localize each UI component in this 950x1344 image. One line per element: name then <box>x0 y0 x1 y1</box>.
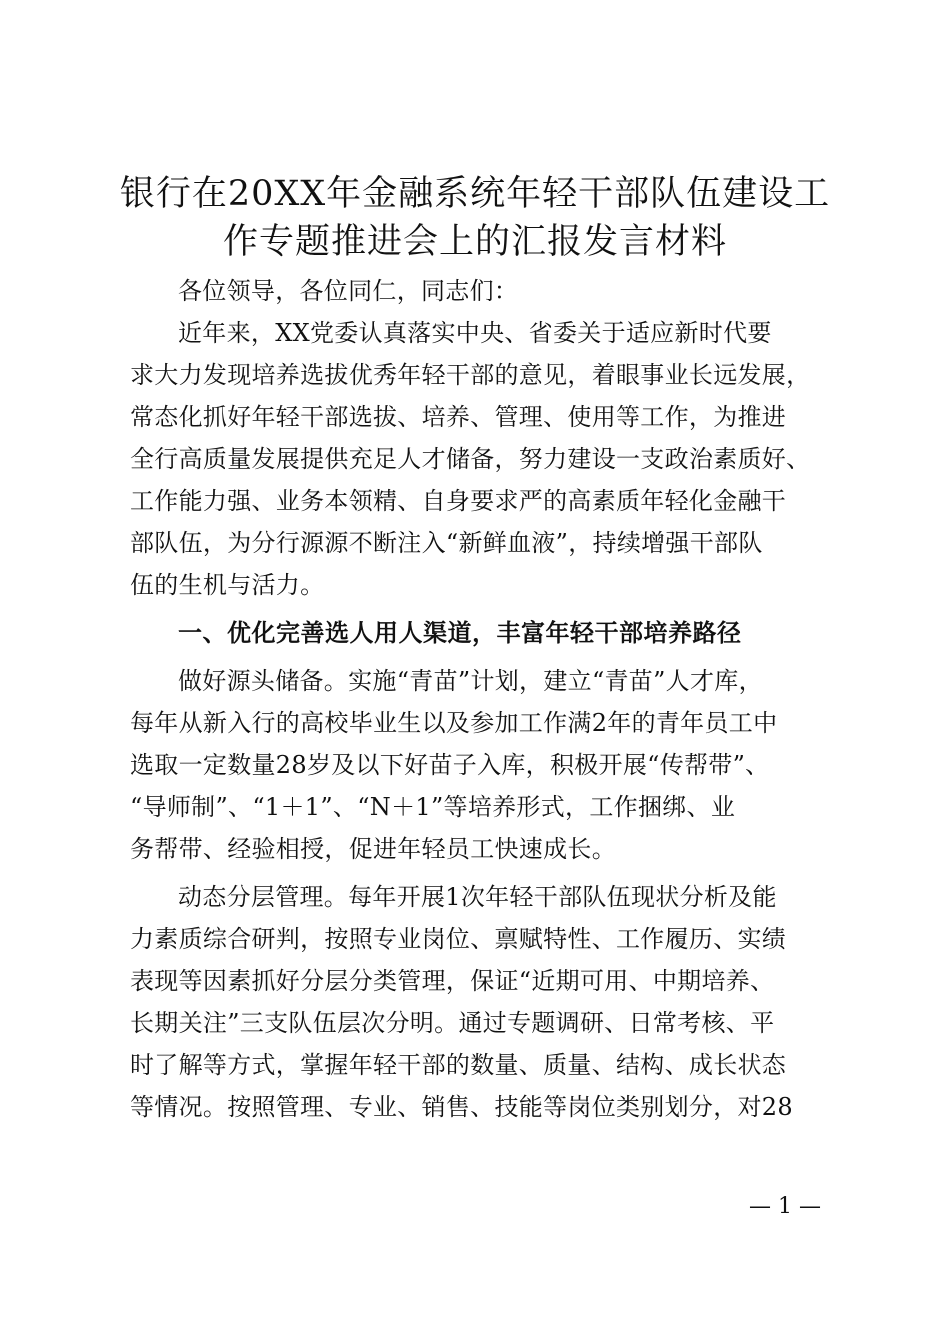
paragraph-line: 等情况。按照管理、专业、销售、技能等岗位类别划分，对28 <box>130 1093 793 1121</box>
document-title-line-1: 银行在20XX年金融系统年轻干部队伍建设工 <box>119 174 831 214</box>
paragraph-line: 务帮带、经验相授，促进年轻员工快速成长。 <box>130 835 616 863</box>
document-title-line-2: 作专题推进会上的汇报发言材料 <box>222 222 727 262</box>
paragraph-line: 求大力发现培养选拔优秀年轻干部的意见，着眼事业长远发展， <box>130 361 811 389</box>
paragraph-line: 近年来，XX党委认真落实中央、省委关于适应新时代要 <box>178 319 772 347</box>
paragraph-line: 时了解等方式，掌握年轻干部的数量、质量、结构、成长状态 <box>130 1051 787 1079</box>
paragraph-line: 常态化抓好年轻干部选拔、培养、管理、使用等工作，为推进 <box>130 403 787 431</box>
paragraph-line: 长期关注”三支队伍层次分明。通过专题调研、日常考核、平 <box>130 1009 775 1037</box>
page-number: — 1 — <box>749 1194 821 1219</box>
paragraph-line: “导师制”、“1＋1”、“N＋1”等培养形式，工作捆绑、业 <box>130 793 736 821</box>
paragraph-line: 部队伍，为分行源源不断注入“新鲜血液”，持续增强干部队 <box>130 529 763 557</box>
paragraph-line: 工作能力强、业务本领精、自身要求严的高素质年轻化金融干 <box>130 487 787 515</box>
paragraph-line: 伍的生机与活力。 <box>130 571 325 599</box>
salutation: 各位领导，各位同仁，同志们： <box>178 277 519 305</box>
paragraph-line: 全行高质量发展提供充足人才储备，努力建设一支政治素质好、 <box>130 445 811 473</box>
section-heading: 一、优化完善选人用人渠道，丰富年轻干部培养路径 <box>178 619 742 647</box>
paragraph-line: 动态分层管理。每年开展1次年轻干部队伍现状分析及能 <box>178 883 777 911</box>
paragraph-line: 每年从新入行的高校毕业生以及参加工作满2年的青年员工中 <box>130 709 778 737</box>
paragraph-line: 表现等因素抓好分层分类管理，保证“近期可用、中期培养、 <box>130 967 775 995</box>
paragraph-line: 做好源头储备。实施“青苗”计划，建立“青苗”人才库， <box>178 667 763 695</box>
paragraph-line: 力素质综合研判，按照专业岗位、禀赋特性、工作履历、实绩 <box>130 925 787 953</box>
paragraph-line: 选取一定数量28岁及以下好苗子入库，积极开展“传帮带”、 <box>130 751 770 779</box>
